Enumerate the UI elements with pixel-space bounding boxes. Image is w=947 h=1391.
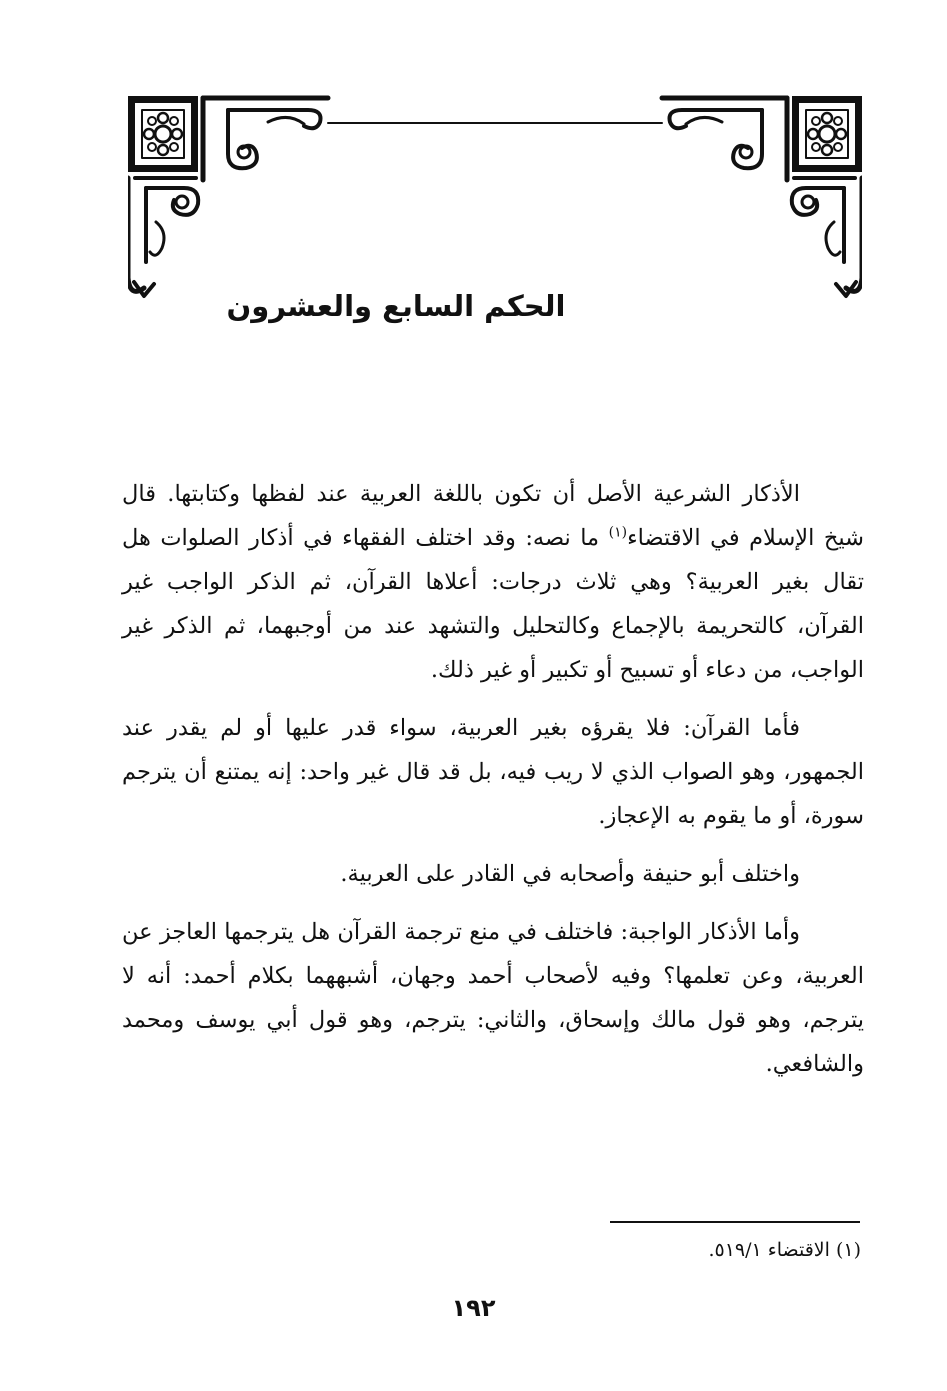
paragraph-1 <box>122 472 864 692</box>
ornamental-header-frame <box>128 92 862 308</box>
left-corner-ornament <box>128 96 328 296</box>
paragraph-3: واختلف أبو حنيفة وأصحابه في القادر على العربية. <box>340 861 800 887</box>
paragraph-2: فأما القرآن: فلا يقرؤه بغير العربية، سواء قدر عليها أو لم يقدر عند الجمهور، وهو الصواب الذي لا ريب فيه، بل قد قال غير واحد: إنه يمتنع أن يترجم سورة، أو ما يقوم به الإعجاز. <box>122 715 864 829</box>
right-corner-ornament <box>662 96 862 296</box>
page-number: ١٩٢ <box>451 1294 496 1322</box>
paragraph-1-text-a: الأذكار الشرعية الأصل أن تكون باللغة العربية عند لفظها وكتابتها. قال شيخ الإسلام في الاقتضاء <box>122 481 865 551</box>
paragraph-4: وأما الأذكار الواجبة: فاختلف في منع ترجمة القرآن هل يترجمها العاجز عن العربية، وعن تعلمها؟ وفيه لأصحاب أحمد وجهان، أشبههما بكلام أحمد: أنه لا يترجم، وهو قول مالك وإسحاق، والثاني: يترجم، وهو قول أبي يوسف ومحمد والشافعي. <box>122 919 864 1077</box>
footnote-reference: (١) <box>608 524 628 541</box>
footnote: (١) الاقتضاء ٥١٩/١. <box>708 1239 861 1261</box>
footnote-divider <box>610 1221 860 1223</box>
body-text <box>122 472 864 1100</box>
paragraph-1-text-b: ما نصه: وقد اختلف الفقهاء في أذكار الصلوات هل تقال بغير العربية؟ وهي ثلاث درجات: أعلاها القرآن، ثم الذكر الواجب غير القرآن، كالتحريمة بالإجماع وكالتحليل والتشهد عند من أوجبهما، ثم الذكر غير الواجب، من دعاء أو تسبيح أو تكبير أو غير ذلك. <box>122 525 864 683</box>
chapter-title: الحكم السابع والعشرون <box>226 289 566 323</box>
